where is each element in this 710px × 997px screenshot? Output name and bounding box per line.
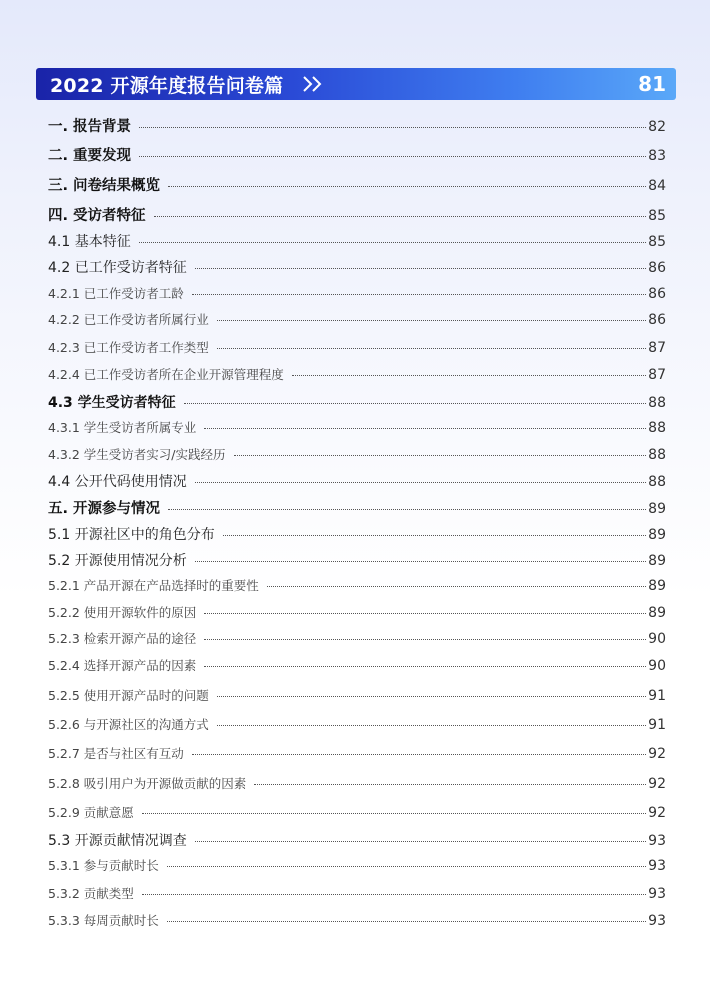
dot-leader [217,695,646,697]
section-title: 2022 开源年度报告问卷篇 [50,74,284,97]
toc-entry[interactable] [48,144,666,165]
dot-leader [254,783,646,785]
toc-entry-title: 5.1 开源社区中的角色分布 [48,527,215,543]
toc-entry-title: 5.2.4 选择开源产品的因素 [48,658,197,673]
toc-entry[interactable] [48,830,666,850]
dot-leader [204,638,646,640]
toc-entry-title: 5.2.7 是否与社区有互动 [48,746,184,761]
toc-entry[interactable] [48,115,666,136]
dot-leader [223,534,646,536]
toc-entry-title: 5.2.1 产品开源在产品选择时的重要性 [48,578,259,593]
toc-entry-title: 四. 受访者特征 [48,208,146,224]
dot-leader [168,185,646,187]
toc-entry-page-number: 92 [648,776,666,792]
toc-entry-page-number: 88 [648,395,666,411]
toc-entry[interactable] [48,284,666,302]
toc-entry-title: 4.2.2 已工作受访者所属行业 [48,312,209,327]
toc-entry[interactable] [48,471,666,491]
toc-entry-title: 4.3.1 学生受访者所属专业 [48,420,197,435]
toc-entry[interactable] [48,656,666,674]
toc-entry[interactable] [48,445,666,463]
toc-entry-title: 5.3.3 每周贡献时长 [48,913,159,928]
toc-entry-title: 5.2.9 贡献意愿 [48,805,134,820]
toc-entry[interactable] [48,257,666,277]
dot-leader [154,215,647,217]
toc-entry-page-number: 88 [648,420,666,436]
dot-leader [267,585,646,587]
toc-entry-page-number: 86 [648,286,666,302]
toc-entry-title: 4.2.4 已工作受访者所在企业开源管理程度 [48,367,284,382]
dot-leader [292,374,646,376]
toc-entry-page-number: 91 [648,717,666,733]
toc-entry[interactable] [48,911,666,929]
toc-entry-page-number: 89 [648,605,666,621]
toc-entry-page-number: 93 [648,858,666,874]
dot-leader [204,665,646,667]
toc-entry[interactable] [48,418,666,436]
dot-leader [217,319,646,321]
toc-entry-page-number: 90 [648,631,666,647]
dot-leader [142,893,646,895]
toc-entry-page-number: 92 [648,746,666,762]
toc-entry[interactable] [48,686,666,704]
toc-entry-page-number: 93 [648,886,666,902]
toc-entry-page-number: 85 [648,208,666,224]
toc-entry-title: 4.4 公开代码使用情况 [48,474,187,490]
toc-entry-page-number: 93 [648,833,666,849]
toc-entry[interactable] [48,629,666,647]
toc-entry[interactable] [48,744,666,762]
toc-entry-title: 5.2.2 使用开源软件的原因 [48,605,197,620]
toc-entry-title: 5.2.3 检索开源产品的途径 [48,631,197,646]
toc-entry[interactable] [48,524,666,544]
toc-entry-title: 5.3 开源贡献情况调查 [48,833,187,849]
toc-entry-title: 5.2.5 使用开源产品时的问题 [48,688,209,703]
toc-entry[interactable] [48,715,666,733]
toc-entry-title: 5.3.1 参与贡献时长 [48,858,159,873]
toc-entry-page-number: 93 [648,913,666,929]
dot-leader [217,724,646,726]
toc-entry[interactable] [48,392,666,412]
toc-entry-title: 4.2 已工作受访者特征 [48,260,187,276]
toc-entry-page-number: 86 [648,260,666,276]
dot-leader [192,293,646,295]
toc-entry[interactable] [48,856,666,874]
toc-entry-page-number: 89 [648,527,666,543]
toc-entry[interactable] [48,774,666,792]
toc-entry[interactable] [48,884,666,902]
dot-leader [195,560,646,562]
dot-leader [139,126,646,128]
toc-entry-page-number: 88 [648,474,666,490]
toc-entry-title: 一. 报告背景 [48,119,132,135]
toc-entry-title: 5.2 开源使用情况分析 [48,553,187,569]
toc-entry[interactable] [48,576,666,594]
toc-entry-page-number: 82 [648,119,666,135]
dot-leader [184,402,646,404]
toc-entry[interactable] [48,365,666,383]
dot-leader [195,267,646,269]
dot-leader [204,612,646,614]
dot-leader [192,753,646,755]
toc-entry[interactable] [48,204,666,225]
dot-leader [142,812,646,814]
toc-entry[interactable] [48,497,666,518]
toc-entry-page-number: 84 [648,178,666,194]
toc-entry-page-number: 88 [648,447,666,463]
toc-entry-title: 二. 重要发现 [48,148,132,164]
toc-entry-page-number: 83 [648,148,666,164]
dot-leader [168,508,646,510]
toc-entry-page-number: 91 [648,688,666,704]
toc-entry[interactable] [48,231,666,251]
toc-entry[interactable] [48,603,666,621]
dot-leader [167,865,646,867]
toc-entry-title: 五. 开源参与情况 [48,501,161,517]
dot-leader [217,347,646,349]
toc-entry-title: 4.2.1 已工作受访者工龄 [48,286,184,301]
toc-entry-page-number: 87 [648,340,666,356]
dot-leader [195,481,646,483]
toc-entry-page-number: 89 [648,501,666,517]
toc-entry-title: 5.2.8 吸引用户为开源做贡献的因素 [48,776,247,791]
toc-entry-title: 4.3.2 学生受访者实习/实践经历 [48,447,226,462]
toc-entry-title: 4.1 基本特征 [48,234,131,250]
toc-entry-page-number: 92 [648,805,666,821]
dot-leader [139,241,646,243]
toc-entry-page-number: 89 [648,578,666,594]
toc-entry-page-number: 90 [648,658,666,674]
toc-entry[interactable] [48,550,666,570]
toc-entry[interactable] [48,174,666,195]
toc-entry-page-number: 86 [648,312,666,328]
toc-entry[interactable] [48,310,666,328]
toc-entry-page-number: 89 [648,553,666,569]
dot-leader [195,840,646,842]
toc-entry-page-number: 87 [648,367,666,383]
dot-leader [204,427,646,429]
toc-entry-title: 4.2.3 已工作受访者工作类型 [48,340,209,355]
dot-leader [139,155,646,157]
section-page-number: 81 [638,72,666,96]
dot-leader [167,920,646,922]
toc-entry-title: 5.3.2 贡献类型 [48,886,134,901]
toc-entry-page-number: 85 [648,234,666,250]
toc-entry-title: 5.2.6 与开源社区的沟通方式 [48,717,209,732]
toc-entry[interactable] [48,338,666,356]
toc-entry[interactable] [48,803,666,821]
toc-entry-title: 三. 问卷结果概览 [48,178,161,194]
toc-entry-title: 4.3 学生受访者特征 [48,395,176,411]
dot-leader [234,454,647,456]
